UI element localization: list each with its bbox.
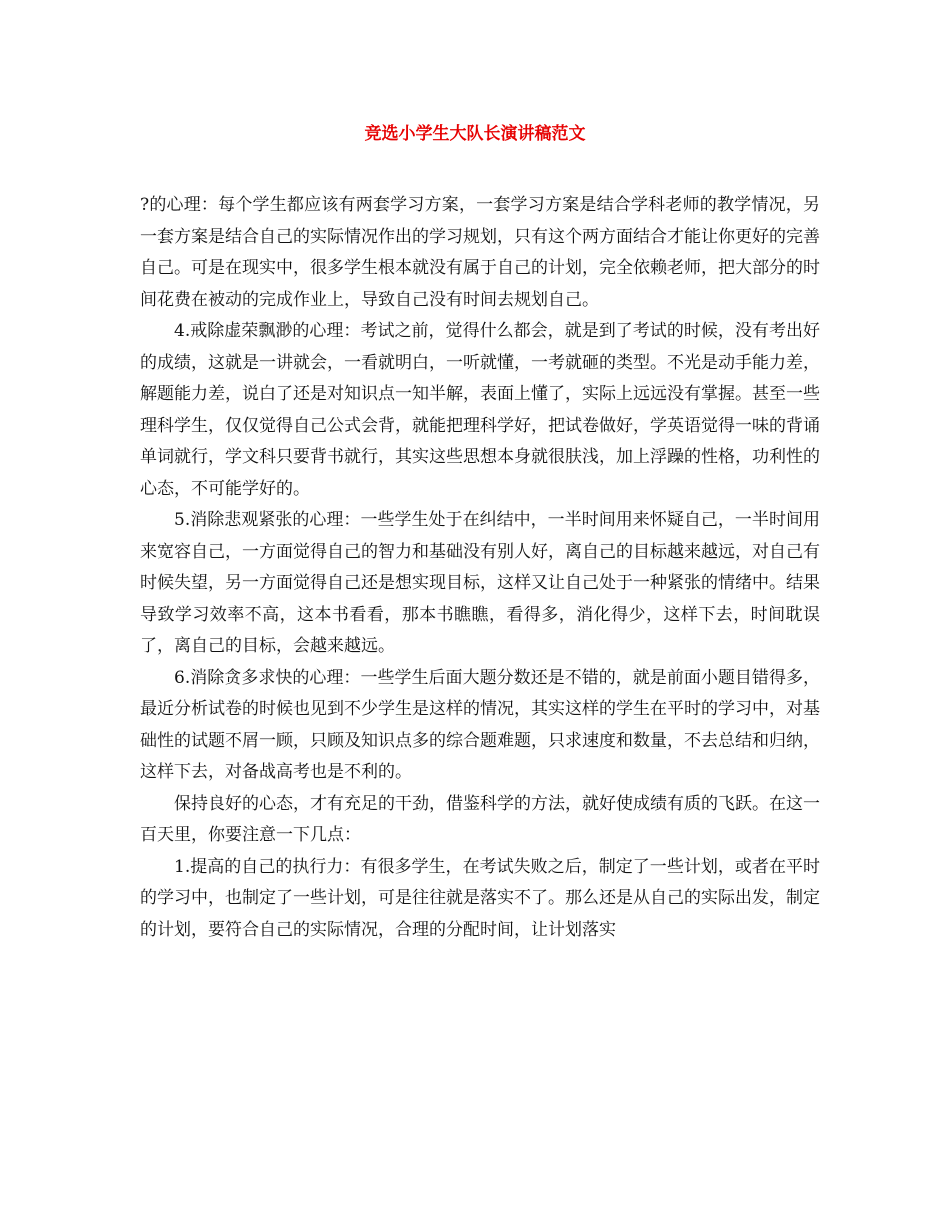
- paragraph-6: 1.提高的自己的执行力：有很多学生，在考试失败之后，制定了一些计划，或者在平时的学习中，也制定了一些计划，可是往往就是落实不了。那么还是从自己的实际出发，制定的计划，要符合自己的实际情况，合理的分配时间，让计划落实: [140, 856, 820, 940]
- paragraph-4: 6.消除贪多求快的心理：一些学生后面大题分数还是不错的，就是前面小题目错得多，最近分析试卷的时候也见到不少学生是这样的情况，其实这样的学生在平时的学习中，对基础性的试题不屑一顾，只顾及知识点多的综合题难题，只求速度和数量，不去总结和归纳，这样下去，对备战高考也是不利的。: [140, 667, 820, 782]
- paragraph-3: 5.消除悲观紧张的心理：一些学生处于在纠结中，一半时间用来怀疑自己，一半时间用来宽容自己，一方面觉得自己的智力和基础没有别人好，离自己的目标越来越远，对自己有时候失望，另一方面觉得自己还是想实现目标，这样又让自己处于一种紧张的情绪中。结果导致学习效率不高，这本书看看，那本书瞧瞧，看得多，消化得少，这样下去，时间耽误了，离自己的目标，会越来越远。: [140, 510, 820, 656]
- paragraph-1: ?的心理：每个学生都应该有两套学习方案，一套学习方案是结合学科老师的教学情况，另一套方案是结合自己的实际情况作出的学习规划，只有这个两方面结合才能让你更好的完善自己。可是在现实中，很多学生根本就没有属于自己的计划，完全依赖老师，把大部分的时间花费在被动的完成作业上，导致自己没有时间去规划自己。: [140, 195, 820, 310]
- document-body: [140, 190, 820, 946]
- paragraph-5: 保持良好的心态，才有充足的干劲，借鉴科学的方法，就好使成绩有质的飞跃。在这一百天里，你要注意一下几点：: [140, 793, 820, 845]
- paragraph-2: 4.戒除虚荣飘渺的心理：考试之前，觉得什么都会，就是到了考试的时候，没有考出好的成绩，这就是一讲就会，一看就明白，一听就懂，一考就砸的类型。不光是动手能力差，解题能力差，说白了还是对知识点一知半解，表面上懂了，实际上远远没有掌握。甚至一些理科学生，仅仅觉得自己公式会背，就能把理科学好，把试卷做好，学英语觉得一味的背诵单词就行，学文科只要背书就行，其实这些思想本身就很肤浅，加上浮躁的性格，功利性的心态，不可能学好的。: [140, 321, 820, 499]
- document-title: 竞选小学生大队长演讲稿范文: [364, 124, 586, 144]
